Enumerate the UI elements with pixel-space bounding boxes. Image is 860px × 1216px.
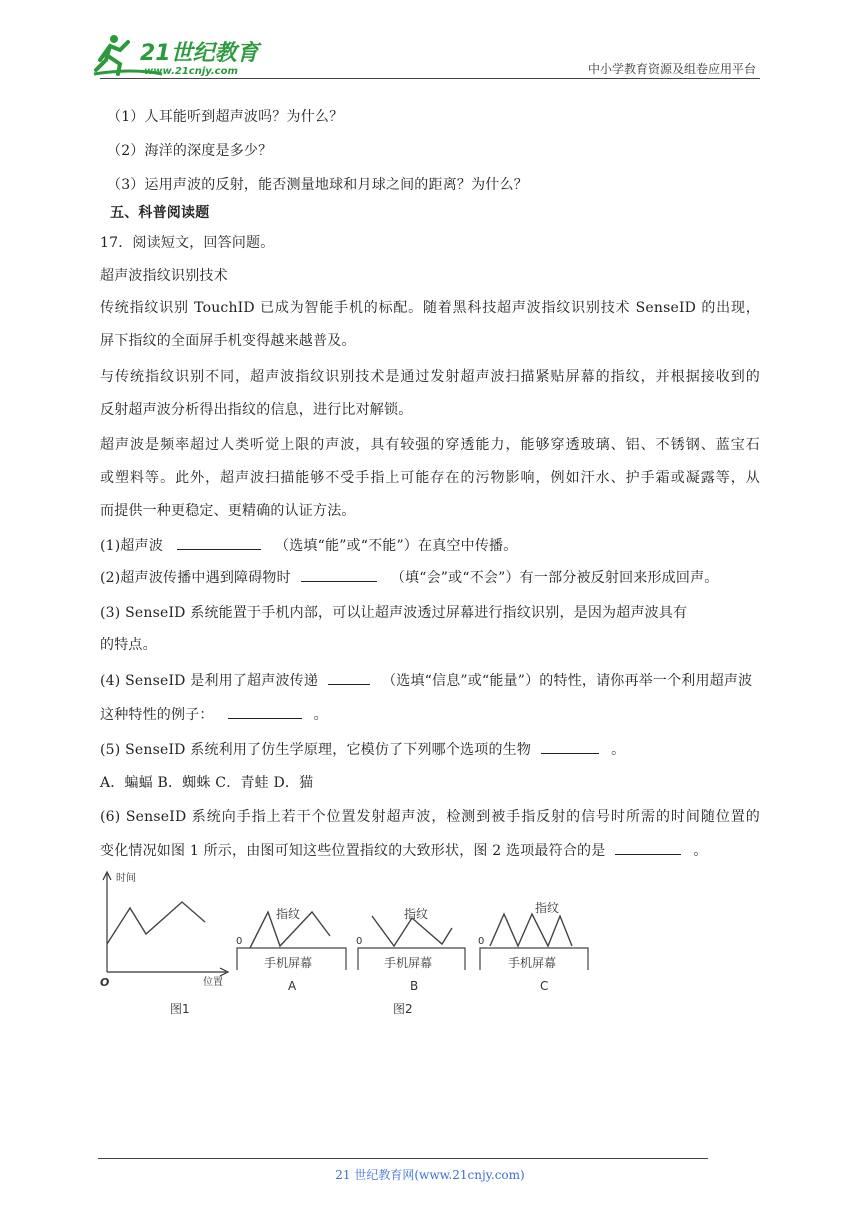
svg-text:www.21cnjy.com: www.21cnjy.com [144, 66, 238, 77]
option-c-finger-label: 指纹 [535, 901, 560, 915]
header-platform-text: 中小学教育资源及组卷应用平台 [587, 62, 756, 76]
sub-question-2-text: (2)超声波传播中遇到障碍物时 [100, 570, 291, 586]
figure-2-option-b [356, 906, 465, 993]
option-a-zero: 0 [236, 936, 243, 947]
figure-2-option-c [478, 900, 588, 993]
fig1-origin: O [100, 976, 110, 989]
option-b-finger-label: 指纹 [404, 907, 429, 921]
paragraph-3-line-1: 超声波是频率超过人类听觉上限的声波，具有较强的穿透能力，能够穿透玻璃、铝、不锈钢、蓝宝石 [100, 437, 760, 453]
sub-question-3-line-1: (3) SenseID 系统能置于手机内部，可以让超声波透过屏幕进行指纹识别，是因为超声波具有 [100, 605, 688, 621]
prev-question-3: （3）运用声波的反射，能否测量地球和月球之间的距离？为什么？ [107, 177, 528, 193]
option-c-screen-label: 手机屏幕 [508, 956, 557, 970]
paragraph-3-line-3: 而提供一种更稳定、更精确的认证方法。 [100, 503, 356, 519]
fig1-y-label: 时间 [116, 873, 136, 884]
sub-question-6-text: 变化情况如图 1 所示，由图可知这些位置指纹的大致形状，图 2 选项最符合的是 [100, 843, 606, 859]
sub-question-1-text-b: （选填“能”或“不能”）在真空中传播。 [275, 538, 518, 554]
sub-question-4-text-c: 这种特性的例子： [100, 707, 214, 723]
option-c-zero: 0 [478, 936, 485, 947]
svg-text:21世纪教育: 21世纪教育 [140, 41, 259, 66]
sub-question-5-text-b: 。 [611, 742, 626, 758]
sub-question-6-line-1: (6) SenseID 系统向手指上若干个位置发射超声波，检测到被手指反射的信号时所需的时间随位置的 [100, 809, 760, 825]
prev-question-1: （1）人耳能听到超声波吗？为什么？ [107, 109, 344, 125]
option-b-letter: B [410, 979, 419, 993]
article-title: 超声波指纹识别技术 [100, 268, 228, 284]
option-c-fingerprint [490, 914, 572, 946]
sub-question-5-options: A．蝙蝠 B．蜘蛛 C．青蛙 D．猫 [100, 775, 314, 791]
figure-2-option-a [236, 906, 346, 993]
option-a-screen-label: 手机屏幕 [264, 956, 313, 970]
sub-question-1-text: (1)超声波 [100, 538, 164, 554]
paragraph-1-line-1: 传统指纹识别 TouchID 已成为智能手机的标配。随着黑科技超声波指纹识别技术 SenseID 的出现， [100, 300, 760, 316]
fig1-curve [107, 902, 205, 944]
fig1-caption: 图1 [170, 1002, 190, 1016]
paragraph-1-line-2: 屏下指纹的全面屏手机变得越来越普及。 [100, 333, 356, 349]
option-a-finger-label: 指纹 [276, 907, 301, 921]
option-c-letter: C [540, 979, 549, 993]
sub-question-3-line-2: 的特点。 [100, 637, 157, 653]
paragraph-2-line-1: 与传统指纹识别不同，超声波指纹识别技术是通过发射超声波扫描紧贴屏幕的指纹，并根据接收到的 [100, 369, 760, 385]
option-a-letter: A [288, 979, 297, 993]
prev-question-2: （2）海洋的深度是多少？ [107, 143, 273, 159]
fig1-x-label: 位置 [203, 977, 223, 988]
sub-question-6-text-b: 。 [693, 843, 708, 859]
section-title: 五、科普阅读题 [110, 205, 210, 221]
sub-question-2-text-b: （填“会”或“不会”）有一部分被反射回来形成回声。 [390, 570, 719, 586]
q17-intro: 17．阅读短文，回答问题。 [100, 235, 275, 251]
fig2-caption: 图2 [393, 1002, 413, 1016]
sub-question-4-text: (4) SenseID 是利用了超声波传递 [100, 673, 319, 689]
sub-question-4-text-b: （选填“信息”或“能量”）的特性，请你再举一个利用超声波 [382, 673, 753, 689]
footer-divider [98, 1158, 708, 1159]
paragraph-3-line-2: 或塑料等。此外，超声波扫描能够不受手指上可能存在的污物影响，例如汗水、护手霜或凝露等，从 [100, 470, 760, 486]
option-b-screen-label: 手机屏幕 [384, 956, 433, 970]
option-b-zero: 0 [356, 936, 363, 947]
footer-link[interactable]: 21 世纪教育网(www.21cnjy.com) [335, 1168, 525, 1182]
paragraph-2-line-2: 反射超声波分析得出指纹的信息，进行比对解锁。 [100, 402, 413, 418]
figure-1-graph [100, 871, 228, 1016]
sub-question-5-text: (5) SenseID 系统利用了仿生学原理，它模仿了下列哪个选项的生物 [100, 742, 532, 758]
sub-question-4-text-d: 。 [313, 707, 328, 723]
